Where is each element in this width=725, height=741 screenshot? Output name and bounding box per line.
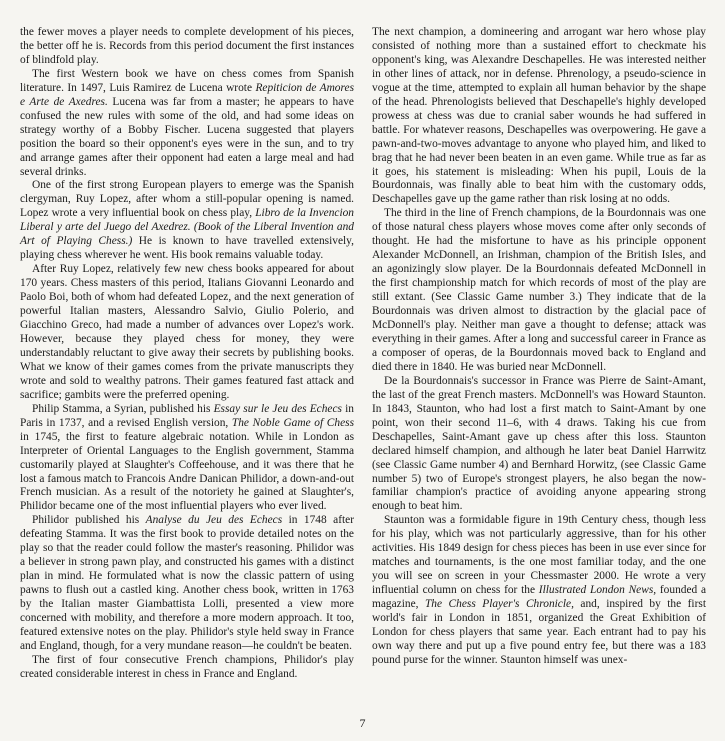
text-run: founded a magazine, xyxy=(372,584,707,611)
text-run: Philidor published his xyxy=(32,514,146,527)
paragraph xyxy=(372,514,706,667)
text-run: in 1745, the first to feature algebraic notation. While in London as Interpreter of Oriental Languages to the English government, Stamma customarily played at Slaughter's Coffeehouse, and it was there that he lost a famous match to Francois Andre Danican Philidor, a down-and-out French musician. As a result of the notoriety he gained at Slaughter's, Philidor became one of the most influential players who ever lived. xyxy=(20,430,354,513)
text-run: Lucena was far from a master; he appears to have confused the new rules with some of the old, and had some ideas on strategy worthy of a Bobby Fischer. Lucena suggested that players position the board so their opponent's eyes were in the sun, and to try and arrange games after their opponent had eaten a large meal and had several drinks. xyxy=(20,95,354,178)
text-run: the fewer moves a player needs to complete development of his pieces, the better off he is. Records from this period document the first instances of blindfold play. xyxy=(20,26,354,66)
italic-title: Repiticion de Amores e Arte de Axedres. xyxy=(20,81,355,108)
page-number: 7 xyxy=(359,716,366,730)
paragraph xyxy=(372,375,706,515)
text-run: Staunton was a formidable figure in 19th Century chess, though less for his play, which was not particularly aggressive, than for his other activities. His 1849 design for chess pieces has been in use ever since for matches and tournaments, is the one most familiar today, and the one you will see on screen in your Chessmaster 2000. He wrote a very influential column on chess for the xyxy=(372,514,706,597)
text-run: The next champion, a domineering and arrogant war hero whose play consisted of nothing more than a sustained effort to checkmate his opponent's king, was Alexandre Deschapelles. He was interested neither in other lines of attack, nor in defense. Phrenology, a pseudo-science in vogue at the time, attempted to explain all human behavior by the shape of the head. Phrenologists believed that Deschapelle's highly developed prowess at chess was due to cranial saber wounds he had suffered in battle. For whatever reasons, Deschapelles was overpowering. He gave a pawn-and-two-moves advantage to anyone who played him, and liked to brag that he had never been beaten in an even game. While true as far as it goes, his statement is misleading: When his pupil, Louis de la Bourdonnais, was finally able to beat him with the customary odds, Deschapelles gave up the game rather than risk losing at no odds. xyxy=(372,26,706,206)
text-run: The first of four consecutive French champions, Philidor's play created considerable interest in chess in France and England. xyxy=(20,653,354,680)
text-run: The third in the line of French champions, de la Bourdonnais was one of those natural chess players whose moves come after only seconds of thought. He had the misfortune to have as his principle opponent Alexander McDonnell, an Irishman, champion of the British Isles, and an agonizingly slow player. De la Bourdonnais defeated McDonnell in the first championship match for which records of most of the play are still extant. (See Classic Game number 3.) They indicate that de la Bourdonnais was driven almost to distraction by the glacial pace of McDonnell's play. Neither man gave a thought to defense; attack was everything in their games. After a long and successful career in France as a composer of operas, de la Bourdonnais moved back to England and died there in 1840. He was buried near McDonnell. xyxy=(372,207,706,373)
paragraph xyxy=(20,654,354,682)
italic-title: Illustrated London News, xyxy=(538,584,657,597)
text-run: One of the first strong European players to emerge was the Spanish clergyman, Ruy Lopez, after whom a still-popular opening is named. Lopez wrote a very influential book on chess play, xyxy=(20,179,354,220)
italic-title: Libro de la Invencion Liberal y arte del Juego del Axedrez. (Book of the Liberal Invention and Art of Playing Chess.) xyxy=(20,207,354,248)
italic-title: The Chess Player's Chronicle, xyxy=(424,598,574,611)
text-run: The first Western book we have on chess comes from Spanish literature. In 1497, Luis Ramirez de Lucena wrote xyxy=(20,67,354,94)
paragraph xyxy=(372,207,706,374)
right-text-column xyxy=(372,26,706,668)
italic-title: Essay sur le Jeu des Echecs xyxy=(213,402,342,415)
italic-title: Analyse du Jeu des Echecs xyxy=(145,514,283,527)
paragraph xyxy=(20,68,354,180)
text-run: in 1748 after defeating Stamma. It was the first book to provide detailed notes on the play so that the reader could follow the master's reasoning. Philidor was a believer in strong pawn play, and constructed his games with a distinct plan in mind. He formulated what is now the classic pattern of using pawns to flush out a castled king. Another chess book, written in 1763 by the Italian master Giambattista Lolli, presented a view more concerned with mobility, and therefore a more modern approach. It too, featured extensive notes on the play. Philidor's style held sway in France and England, though, for a very mundane reason—he couldn't be beaten. xyxy=(20,514,355,652)
paragraph xyxy=(372,26,706,207)
text-run: He is known to have travelled extensively, playing chess wherever he went. His book remains valuable today. xyxy=(20,235,354,262)
text-run: in Paris in 1737, and a revised English version, xyxy=(20,402,354,429)
paragraph xyxy=(20,263,354,403)
text-run: De la Bourdonnais's successor in France was Pierre de Saint-Amant, the last of the great French masters. McDonnell's was Howard Staunton. In 1843, Staunton, who had lost a first match to Saint-Amant by one point, won their second 11–6, with 4 draws. Taking his cue from Deschapelles, Saint-Amant gave up chess after this loss. Staunton declared himself champion, and although he later beat Daniel Harrwitz (see Classic Game number 4) and Bernhard Horwitz, (see Classic Game number 5) two of Europe's strongest players, he also began the now-familiar champion's practice of avoiding anyone appearing strong enough to beat him. xyxy=(372,374,706,513)
paragraph xyxy=(20,403,354,515)
text-run: After Ruy Lopez, relatively few new chess books appeared for about 170 years. Chess masters of this period, Italians Giovanni Leonardo and Paolo Boi, both of whom had defeated Lopez, and the next generation of powerful Italian masters, Alessandro Salvio, Giulio Polerio, and Giacchino Greco, had made a number of advances over Lopez's work. However, because they played chess for money, they were understandably reluctant to give away their secrets by publishing books. What we know of their games comes from the private manuscripts they wrote and sold to wealthy patrons. Their games featured fast attack and sacrifice; gambits were the preferred opening. xyxy=(20,263,354,401)
paragraph xyxy=(20,514,354,654)
text-run: Philip Stamma, a Syrian, published his xyxy=(32,402,214,415)
text-run: and, inspired by the first world's fair in London in 1851, organized the Great Exhibition of London for chess players that same year. Each entrant had to pay his own way there and put up a five pound entry fee, but there was a 183 pound purse for the winner. Staunton himself was unex- xyxy=(372,598,706,666)
left-text-column xyxy=(20,26,354,682)
paragraph xyxy=(20,179,354,263)
italic-title: The Noble Game of Chess xyxy=(231,416,354,429)
paragraph xyxy=(20,26,354,68)
